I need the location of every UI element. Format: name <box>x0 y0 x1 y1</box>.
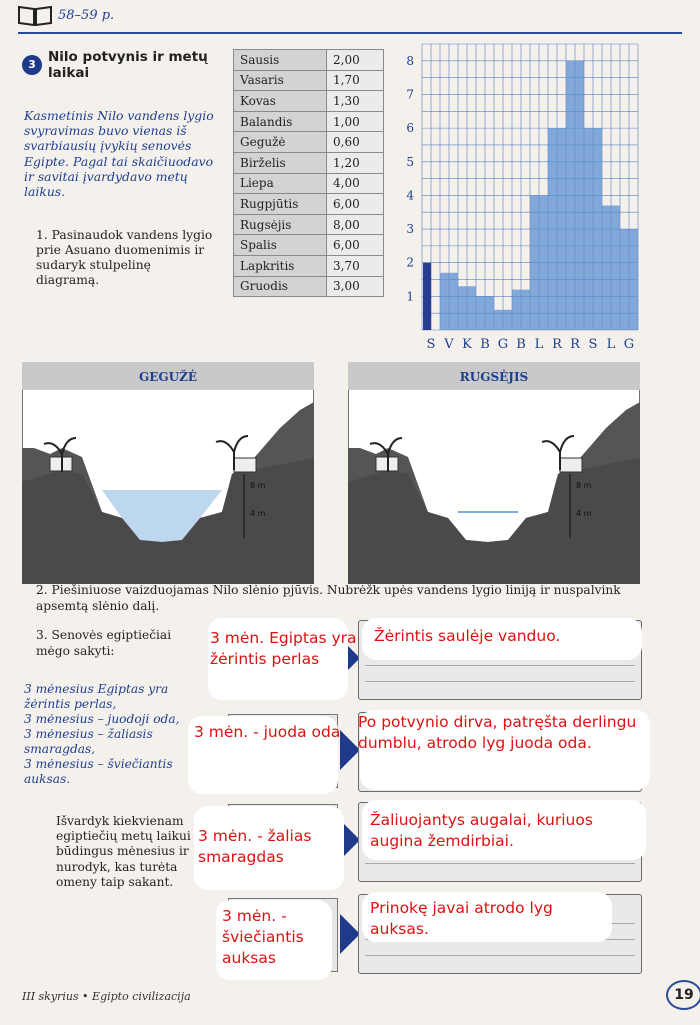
answer-meaning-1: Žėrintis saulėje vanduo. <box>374 627 561 645</box>
y-tick-label: 5 <box>406 154 414 169</box>
value-cell: 1,00 <box>327 111 384 132</box>
month-cell: Gegužė <box>234 132 327 153</box>
answer-months-1: 3 mėn. Egiptas yra žėrintis perlas <box>210 629 357 668</box>
month-cell: Rugpjūtis <box>234 194 327 215</box>
answer-row-4 <box>222 892 648 978</box>
header-divider <box>18 32 682 34</box>
table-row <box>234 235 384 256</box>
saying-2: 3 mėnesius – juodoji oda, <box>24 712 180 726</box>
table-row <box>234 70 384 91</box>
instruction-text: Išvardyk kiekvienam egiptiečių metų laikui būdingus mėnesius ir nurodyk, kas turėta omeny taip sakant. <box>56 814 191 889</box>
illustration-title: GEGUŽĖ <box>138 370 198 384</box>
x-tick-label: S <box>588 337 598 352</box>
x-tick-label: B <box>516 337 526 352</box>
month-cell: Kovas <box>234 91 327 112</box>
x-tick-label: V <box>444 337 454 352</box>
answer-months-4: 3 mėn. - šviečiantis auksas <box>222 907 304 967</box>
table-row <box>234 276 384 297</box>
bar <box>512 290 530 330</box>
illustration-geguze <box>22 362 314 584</box>
month-cell: Vasaris <box>234 70 327 91</box>
task-1-text: 1. Pasinaudok vandens lygio prie Asuano duomenimis ir sudaryk stulpelinę diagramą. <box>36 228 213 287</box>
bar <box>602 206 620 330</box>
x-tick-label: S <box>426 337 436 352</box>
scale-label-8m: 8 m <box>576 481 592 490</box>
answer-row-1 <box>210 618 648 704</box>
answer-meaning-3: Žaliuojantys augalai, kuriuos augina žemdirbiai. <box>370 811 593 850</box>
bar <box>620 229 638 330</box>
month-cell: Spalis <box>234 235 327 256</box>
answer-months-2: 3 mėn. - juoda oda <box>194 723 341 741</box>
book-icon <box>18 4 52 26</box>
water-level-table <box>233 49 384 297</box>
table-row <box>234 194 384 215</box>
bar <box>548 128 566 330</box>
illustration-title: RUGSĖJIS <box>459 370 529 384</box>
table-row <box>234 111 384 132</box>
month-cell: Birželis <box>234 152 327 173</box>
x-tick-label: R <box>552 337 562 352</box>
illustration-rugsejis <box>348 362 640 584</box>
y-tick-label: 6 <box>406 121 414 136</box>
month-cell: Rugsėjis <box>234 214 327 235</box>
page-number: 19 <box>666 980 700 1010</box>
bar <box>440 273 458 330</box>
arrow-icon <box>340 914 360 954</box>
answer-row-3 <box>198 800 648 886</box>
value-cell: 1,70 <box>327 70 384 91</box>
scale-label-8m: 8 m <box>250 481 266 490</box>
task-3-text: 3. Senovės egiptiečiai mėgo sakyti: <box>36 628 172 658</box>
value-cell: 6,00 <box>327 194 384 215</box>
sayings-list <box>24 682 209 787</box>
table-row <box>234 91 384 112</box>
answer-months-3: 3 mėn. - žalias smaragdas <box>198 827 312 866</box>
table-row <box>234 50 384 71</box>
section-number-badge: 3 <box>22 55 42 75</box>
value-cell: 1,30 <box>327 91 384 112</box>
value-cell: 0,60 <box>327 132 384 153</box>
bar <box>494 310 512 330</box>
table-row <box>234 255 384 276</box>
answer-meaning-2: Po potvynio dirva, patręšta derlingu dumblu, atrodo lyg juoda oda. <box>358 713 637 752</box>
answer-meaning-4: Prinokę javai atrodo lyg auksas. <box>370 899 553 938</box>
x-tick-label: R <box>570 337 580 352</box>
x-tick-label: B <box>480 337 490 352</box>
x-tick-label: K <box>462 337 472 352</box>
intro-text: Kasmetinis Nilo vandens lygio svyravimas buvo vienas iš svarbiausių įvykių senovės Egipte. Pagal tai skaičiuodavo ir savitai įvardydavo metų laikus. <box>24 108 214 200</box>
month-cell: Sausis <box>234 50 327 71</box>
month-cell: Lapkritis <box>234 255 327 276</box>
bar <box>423 263 431 330</box>
value-cell: 8,00 <box>327 214 384 235</box>
month-cell: Balandis <box>234 111 327 132</box>
scale-label-4m: 4 m <box>250 509 266 518</box>
month-cell: Gruodis <box>234 276 327 297</box>
y-tick-label: 3 <box>406 222 414 237</box>
table-row <box>234 214 384 235</box>
value-cell: 2,00 <box>327 50 384 71</box>
task-2-text: 2. Piešiniuose vaizduojamas Nilo slėnio pjūvis. Nubrėžk upės vandens lygio liniją ir nuspalvink apsemtą slėnio dalį. <box>36 583 621 613</box>
section-title: Nilo potvynis ir metų laikai <box>48 49 208 81</box>
saying-1: 3 mėnesius Egiptas yra žėrintis perlas, <box>24 682 169 711</box>
saying-4: 3 mėnesius – šviečiantis auksas. <box>24 757 173 786</box>
value-cell: 6,00 <box>327 235 384 256</box>
bar-chart <box>396 36 646 356</box>
x-tick-label: L <box>606 337 616 352</box>
y-tick-label: 7 <box>406 87 414 102</box>
bar <box>530 195 548 330</box>
y-tick-label: 8 <box>406 53 414 68</box>
table-row <box>234 152 384 173</box>
x-tick-label: G <box>497 337 509 352</box>
month-cell: Liepa <box>234 173 327 194</box>
value-cell: 3,70 <box>327 255 384 276</box>
bar <box>476 296 494 330</box>
value-cell: 4,00 <box>327 173 384 194</box>
x-tick-label: G <box>623 337 635 352</box>
saying-3: 3 mėnesius – žaliasis smaragdas, <box>24 727 153 756</box>
value-cell: 3,00 <box>327 276 384 297</box>
footer-text: III skyrius • Egipto civilizacija <box>22 990 191 1003</box>
scale-label-4m: 4 m <box>576 509 592 518</box>
bar <box>566 61 584 330</box>
answer-row-2 <box>194 710 648 796</box>
value-cell: 1,20 <box>327 152 384 173</box>
bar <box>458 286 476 330</box>
bar <box>584 128 602 330</box>
y-tick-label: 1 <box>406 289 414 304</box>
table-row <box>234 173 384 194</box>
x-tick-label: L <box>534 337 544 352</box>
page-reference: 58–59 p. <box>58 8 115 23</box>
y-tick-label: 4 <box>406 188 414 203</box>
y-tick-label: 2 <box>406 255 414 270</box>
table-row <box>234 132 384 153</box>
